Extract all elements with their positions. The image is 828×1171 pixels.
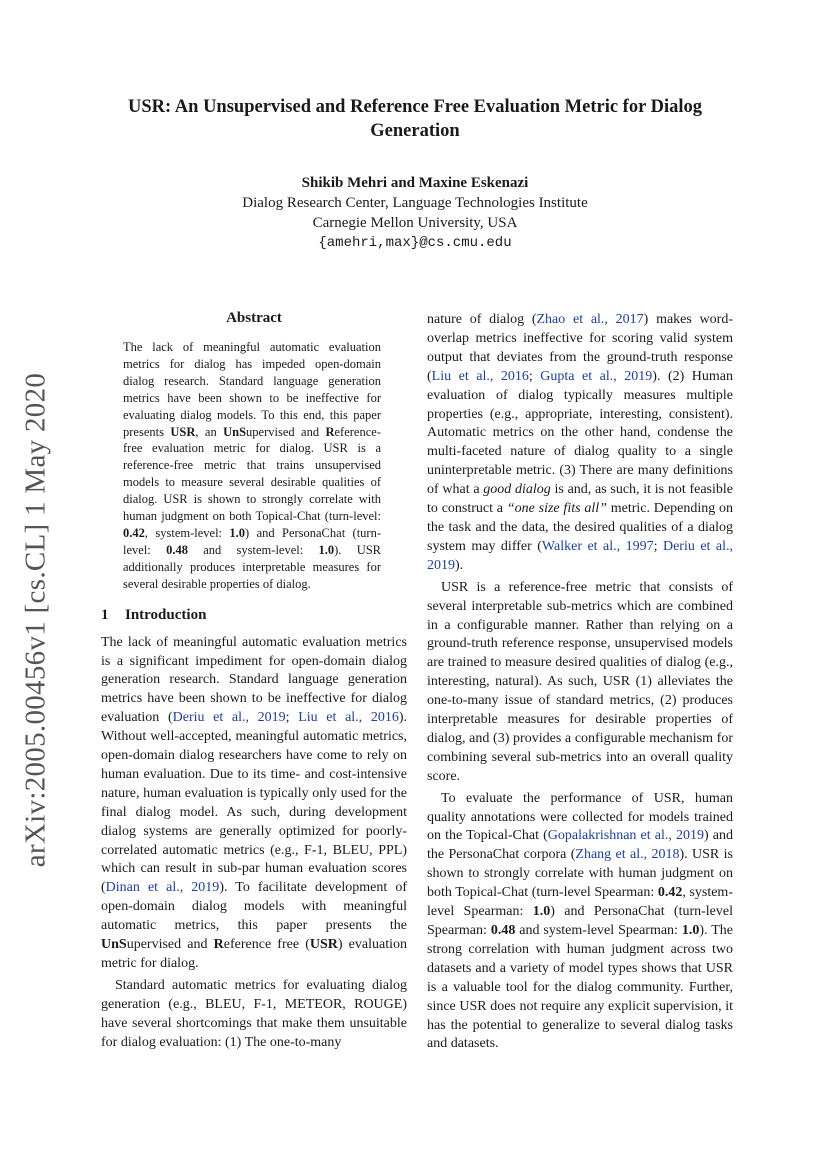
paragraph-text: ). (2) Human evaluation of dialog typically measures multiple properties (e.g., appropriate, interesting, consistent). Automatic metrics on the other hand, condense the multi-faceted nature of dialog quality to a single uninterpretable metric. (3) There are many definitions of what a bbox=[427, 368, 734, 498]
score-bold: 1.0 bbox=[681, 923, 700, 938]
intro-paragraph-1 bbox=[101, 634, 407, 974]
paragraph-text: ). The strong correlation with human judgment across two datasets and a variety of model types shows that USR is a valuable tool for the dialog community. Further, since USR does not require any explicit supervision, it has the potential to generalize to several dialog tasks and datasets. bbox=[427, 923, 733, 1052]
acronym-letter-bold: R bbox=[325, 424, 335, 439]
author-block bbox=[100, 173, 730, 253]
abstract-text-part: upervised and bbox=[246, 424, 326, 439]
score-bold: 1.0 bbox=[229, 525, 246, 540]
acronym-letter-bold: R bbox=[213, 937, 224, 953]
citation-link[interactable]: Walker et al., 1997 bbox=[541, 538, 654, 554]
paragraph-text: ). Without well-accepted, meaningful automatic metrics, open-domain dialog researchers have come to rely on human evaluation. Due to its time- and cost-intensive nature, human evaluation is typically only used for the final dialog model. As such, during development dialog systems are generally optimized for poorly-correlated automatic metrics (e.g., F-1, BLEU, PPL) which can result in sub-par human evaluation scores ( bbox=[101, 710, 407, 896]
acronym-letter-bold: Un bbox=[101, 937, 119, 953]
acronym-letter-bold: Un bbox=[223, 424, 240, 439]
paragraph-text: ). To facilitate development of open-domain dialog models with meaningful automatic metrics, this paper presents the bbox=[101, 880, 408, 934]
intro-paragraph-5 bbox=[427, 790, 733, 1055]
score-bold: 0.42 bbox=[123, 525, 145, 540]
abstract-text-part: The lack of meaningful automatic evaluation metrics for dialog has impeded open-domain dialog research. Standard language generation metrics have been shown to be ineffective for evaluating dialog models. To this end, this paper presents bbox=[123, 340, 381, 439]
author-email: {amehri,max}@cs.cmu.edu bbox=[318, 235, 512, 251]
paragraph-text: ; bbox=[653, 538, 663, 554]
paragraph-text: ) and PersonaChat (turn-level Spearman: bbox=[427, 904, 734, 938]
paragraph-text: upervised and bbox=[126, 937, 214, 953]
acronym-letter-bold: S bbox=[118, 937, 127, 953]
right-column bbox=[427, 311, 733, 1054]
paragraph-text: ). bbox=[455, 557, 464, 573]
paragraph-text: ; bbox=[528, 368, 541, 384]
section-number: 1 bbox=[101, 606, 109, 623]
emphasis-text: good dialog bbox=[483, 482, 551, 498]
paragraph-text: ). USR is shown to strongly correlate with human judgment on both Topical-Chat (turn-level Spearman: bbox=[427, 847, 733, 901]
citation-link[interactable]: Zhao et al., 2017 bbox=[536, 312, 644, 327]
arxiv-stamp bbox=[16, 360, 56, 880]
paragraph-text: The lack of meaningful automatic evaluation metrics is a significant impediment for open-domain dialog generation research. Standard language generation metrics have been shown to be ineffective for dialog evaluation ( bbox=[101, 634, 407, 726]
citation-link[interactable]: Gopalakrishnan et al., 2019 bbox=[547, 828, 704, 844]
paragraph-text: nature of dialog ( bbox=[427, 312, 537, 327]
affiliation-line-1: Dialog Research Center, Language Technologies Institute bbox=[242, 195, 588, 211]
abstract-text bbox=[123, 339, 381, 593]
author-names: Shikib Mehri and Maxine Eskenazi bbox=[301, 175, 529, 191]
intro-paragraph-3 bbox=[427, 311, 733, 576]
score-bold: 0.48 bbox=[490, 923, 516, 938]
section-heading-introduction bbox=[101, 607, 407, 624]
abstract-text-part: , an bbox=[195, 424, 224, 439]
paragraph-text: , system-level Spearman: bbox=[427, 885, 733, 920]
usr-bold: USR bbox=[170, 424, 196, 439]
score-bold: 0.42 bbox=[657, 885, 683, 901]
paragraph-text: To evaluate the performance of USR, human quality annotations were collected for models trained on the Topical-Chat ( bbox=[427, 790, 733, 844]
score-bold: 1.0 bbox=[532, 904, 551, 920]
abstract-text-part: , system-level: bbox=[144, 525, 230, 540]
paragraph-text: metric. Depending on the task and the data, the desired qualities of a dialog system may differ ( bbox=[427, 501, 734, 554]
paper-title: USR: An Unsupervised and Reference Free Evaluation Metric for Dialog Generation bbox=[128, 97, 702, 141]
abstract-heading: Abstract bbox=[226, 310, 282, 326]
intro-paragraph-2: Standard automatic metrics for evaluating dialog generation (e.g., BLEU, F-1, METEOR, ROUGE) have several shortcomings that make them unsuitable for dialog evaluation: (1) The one-to-many bbox=[101, 977, 407, 1050]
score-bold: 0.48 bbox=[166, 542, 188, 557]
citation-link[interactable]: Liu et al., 2016 bbox=[298, 710, 399, 726]
citation-link[interactable]: Deriu et al., 2019 bbox=[427, 538, 734, 573]
paragraph-text: is and, as such, it is not feasible to construct a bbox=[427, 482, 733, 517]
citation-link[interactable]: Deriu et al., 2019 bbox=[172, 710, 286, 726]
paragraph-text: and system-level Spearman: bbox=[515, 923, 682, 938]
affiliation-line-2: Carnegie Mellon University, USA bbox=[312, 215, 518, 231]
score-bold: 1.0 bbox=[318, 542, 335, 557]
paragraph-text: ) and the PersonaChat corpora ( bbox=[427, 828, 733, 863]
abstract-text-part: ). USR additionally produces interpretable measures for several desirable properties of dialog. bbox=[123, 542, 382, 591]
citation-link[interactable]: Zhang et al., 2018 bbox=[575, 847, 680, 863]
paragraph-text: ; bbox=[285, 710, 299, 726]
arxiv-id-text: arXiv:2005.00456v1 [cs.CL] 1 May 2020 bbox=[19, 372, 52, 868]
paragraph-text: ) evaluation metric for dialog. bbox=[101, 937, 407, 971]
abstract-text-part: ) and PersonaChat (turn-level: bbox=[123, 525, 382, 557]
emphasis-text: “one size fits all” bbox=[506, 501, 607, 517]
acronym-letter-bold: S bbox=[239, 424, 247, 439]
abstract-text-part: and system-level: bbox=[187, 542, 319, 557]
citation-link[interactable]: Gupta et al., 2019 bbox=[540, 368, 653, 384]
section-title-text: Introduction bbox=[125, 606, 207, 623]
citation-link[interactable]: Dinan et al., 2019 bbox=[105, 880, 220, 896]
usr-bold: USR bbox=[309, 937, 338, 953]
abstract-text-part: eference-free evaluation metric for dialog. USR is a reference-free metric that trains unsupervised models to measure several desirable qualities of dialog. USR is shown to strongly correlate with human judgment on both Topical-Chat (turn-level: bbox=[123, 424, 381, 524]
citation-link[interactable]: Liu et al., 2016 bbox=[431, 368, 529, 384]
left-column bbox=[101, 310, 407, 1053]
intro-paragraph-4: USR is a reference-free metric that consists of several interpretable sub-metrics which are combined in a configurable manner. Rather than relying on a ground-truth reference response, unsupervised models are trained to measure desired qualities of dialog (e.g., interesting, natural). As such, USR (1) alleviates the one-to-many issue of standard metrics, (2) produces interpretable measures for desirable properties of dialog, and (3) provides a configurable mechanism for combining several sub-metrics into an overall quality score. bbox=[427, 579, 733, 784]
paragraph-text: ) makes word-overlap metrics ineffective for scoring valid system output that deviates from the ground-truth response ( bbox=[427, 312, 733, 384]
paragraph-text: eference free ( bbox=[223, 937, 310, 953]
